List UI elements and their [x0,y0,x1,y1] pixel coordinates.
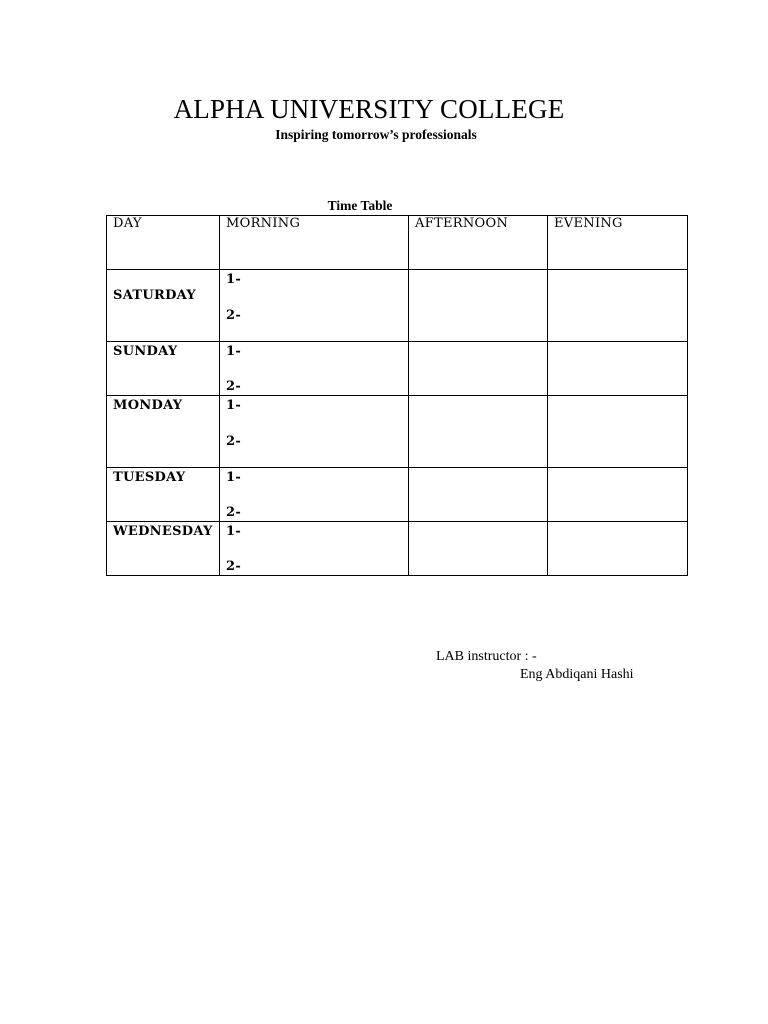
table-row [107,522,688,576]
slot-2: 2- [226,434,242,449]
day-label: SATURDAY [113,288,196,303]
afternoon-cell [409,522,548,576]
document-subtitle: Inspiring tomorrow’s professionals [275,127,477,142]
slot-1: 1- [226,524,242,539]
column-header-morning: MORNING [220,216,409,270]
table-row [107,468,688,522]
timetable [106,215,688,576]
evening-cell [548,342,688,396]
slot-1: 1- [226,398,242,413]
instructor-name: Eng Abdiqani Hashi [520,667,634,682]
day-label: MONDAY [113,398,183,413]
slot-1: 1- [226,272,242,287]
table-caption: Time Table [327,198,393,213]
morning-cell [220,396,409,468]
day-cell [107,468,220,522]
document-title: ALPHA UNIVERSITY COLLEGE [173,94,565,124]
afternoon-cell [409,270,548,342]
morning-cell [220,342,409,396]
instructor-label: LAB instructor : - [436,649,537,664]
table-row [107,342,688,396]
slot-2: 2- [226,308,242,323]
afternoon-cell [409,396,548,468]
morning-cell [220,270,409,342]
slot-2: 2- [226,505,242,520]
table-header-row [107,216,688,270]
evening-cell [548,468,688,522]
slot-1: 1- [226,470,242,485]
morning-cell [220,522,409,576]
column-header-evening: EVENING [548,216,688,270]
table-row [107,270,688,342]
slot-2: 2- [226,379,242,394]
slot-1: 1- [226,344,242,359]
column-header-afternoon: AFTERNOON [409,216,548,270]
afternoon-cell [409,468,548,522]
slot-2: 2- [226,559,242,574]
day-label: TUESDAY [113,470,186,485]
evening-cell [548,396,688,468]
column-header-day: DAY [107,216,220,270]
table-row [107,396,688,468]
day-cell [107,270,220,342]
day-cell [107,342,220,396]
day-label: WEDNESDAY [113,524,213,539]
afternoon-cell [409,342,548,396]
evening-cell [548,522,688,576]
evening-cell [548,270,688,342]
morning-cell [220,468,409,522]
day-cell [107,522,220,576]
day-label: SUNDAY [113,344,178,359]
day-cell [107,396,220,468]
